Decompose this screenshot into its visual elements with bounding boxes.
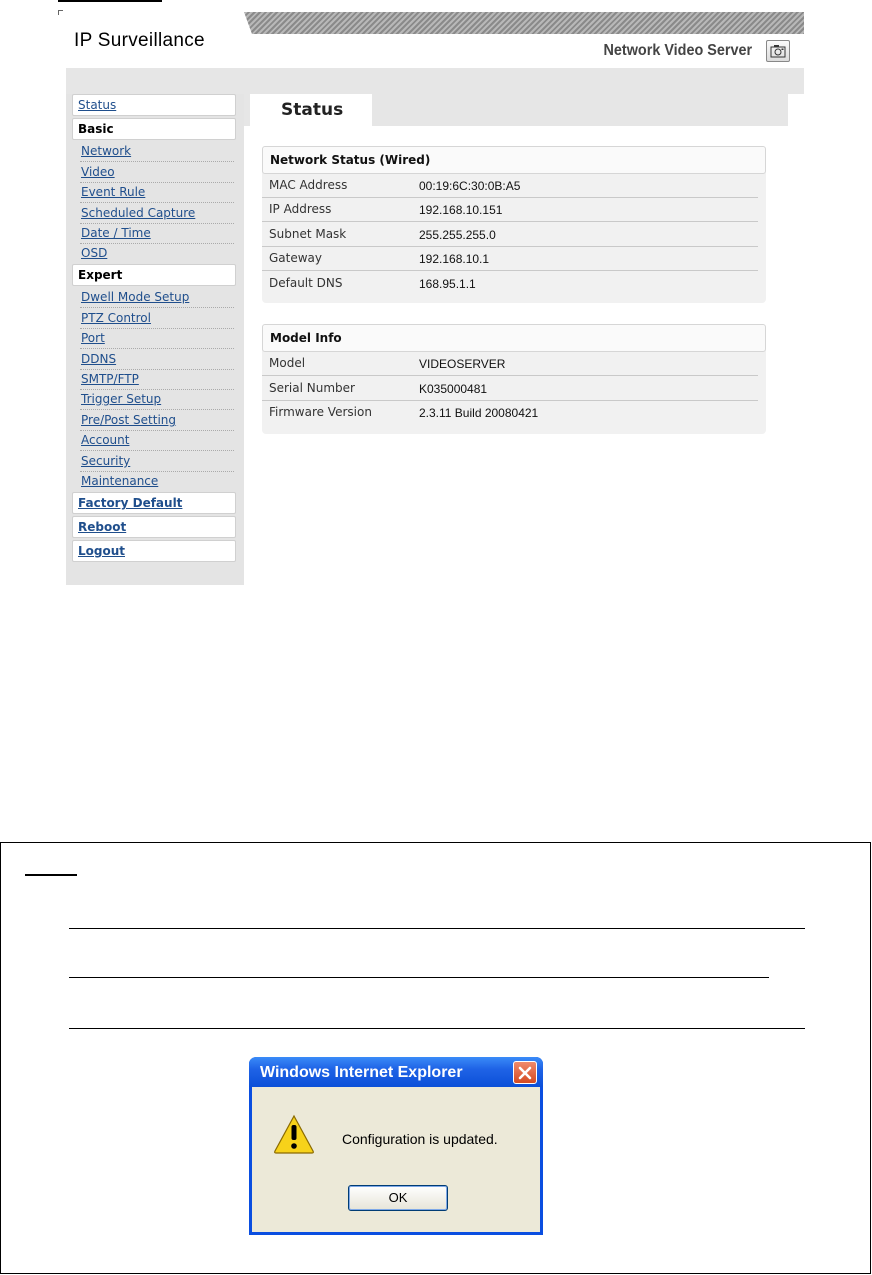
reboot-box xyxy=(72,516,236,538)
expert-heading: Expert xyxy=(78,268,123,282)
camera-icon xyxy=(770,44,786,58)
corner-mark xyxy=(58,10,63,15)
expert-heading-box xyxy=(72,264,236,286)
row-value: 00:19:6C:30:0B:A5 xyxy=(419,179,521,193)
sidebar-item-security[interactable]: Security xyxy=(81,454,131,468)
factory-default-box xyxy=(72,492,236,514)
row-label: MAC Address xyxy=(269,178,348,192)
sidebar-item-smtp-ftp[interactable]: SMTP/FTP xyxy=(81,372,139,386)
note-line xyxy=(69,1028,805,1029)
product-name: Network Video Server xyxy=(603,42,752,59)
row-label: Firmware Version xyxy=(269,405,372,419)
brand-title: IP Surveillance xyxy=(74,30,205,51)
tab-status-label: Status xyxy=(281,100,344,120)
row-value: 192.168.10.1 xyxy=(419,252,490,266)
table-row xyxy=(262,198,758,222)
table-row xyxy=(262,223,758,247)
row-label: Model xyxy=(269,356,306,370)
sidebar-item-pre-post-setting[interactable]: Pre/Post Setting xyxy=(81,413,177,427)
reboot-link[interactable]: Reboot xyxy=(78,520,127,534)
table-row xyxy=(262,352,758,376)
note-box xyxy=(0,842,871,1274)
table-row xyxy=(262,272,758,296)
sidebar-item-event-rule[interactable]: Event Rule xyxy=(81,185,146,199)
row-label: Subnet Mask xyxy=(269,227,347,241)
tab-status[interactable] xyxy=(250,94,372,126)
table-row xyxy=(262,247,758,271)
row-value: K035000481 xyxy=(419,382,488,396)
snapshot-button[interactable] xyxy=(766,40,790,62)
sidebar-item-maintenance[interactable]: Maintenance xyxy=(81,474,159,488)
model-info-panel xyxy=(262,324,766,434)
sidebar-item-video[interactable]: Video xyxy=(81,165,115,179)
table-row xyxy=(262,174,758,198)
network-status-title: Network Status (Wired) xyxy=(270,153,431,167)
sidebar-item-osd[interactable]: OSD xyxy=(81,246,108,260)
dialog-message: Configuration is updated. xyxy=(342,1131,498,1147)
sidebar-item-date-time[interactable]: Date / Time xyxy=(81,226,151,240)
note-heading-underline xyxy=(25,874,77,876)
sidebar-item-port[interactable]: Port xyxy=(81,331,105,345)
sidebar-item-dwell-mode-setup[interactable]: Dwell Mode Setup xyxy=(81,290,190,304)
ok-button[interactable]: OK xyxy=(348,1185,448,1211)
row-label: Gateway xyxy=(269,251,323,265)
logout-link[interactable]: Logout xyxy=(78,544,126,558)
row-value: 255.255.255.0 xyxy=(419,228,496,242)
logout-box xyxy=(72,540,236,562)
dialog-title: Windows Internet Explorer xyxy=(260,1064,463,1081)
row-value: 168.95.1.1 xyxy=(419,277,476,291)
row-label: Default DNS xyxy=(269,276,343,290)
dialog-close-button[interactable] xyxy=(513,1061,537,1084)
warning-icon xyxy=(272,1113,316,1155)
row-label: Serial Number xyxy=(269,381,355,395)
web-ui-screenshot xyxy=(58,10,804,585)
alert-dialog xyxy=(249,1057,543,1235)
header-band xyxy=(66,68,804,94)
row-label: IP Address xyxy=(269,202,332,216)
sidebar-item-status[interactable]: Status xyxy=(78,98,117,112)
sidebar-item-scheduled-capture[interactable]: Scheduled Capture xyxy=(81,206,196,220)
sidebar-item-ddns[interactable]: DDNS xyxy=(81,352,117,366)
sidebar-item-network[interactable]: Network xyxy=(81,144,132,158)
close-icon xyxy=(518,1066,532,1080)
row-value: 2.3.11 Build 20080421 xyxy=(419,406,539,420)
top-underline-mark xyxy=(58,0,162,2)
basic-heading: Basic xyxy=(78,122,114,136)
dialog-titlebar xyxy=(249,1057,543,1087)
sidebar-item-ptz-control[interactable]: PTZ Control xyxy=(81,311,151,325)
main-content xyxy=(244,94,804,585)
sidebar-item-account[interactable]: Account xyxy=(81,433,130,447)
model-info-title: Model Info xyxy=(270,331,342,345)
network-status-panel xyxy=(262,146,766,303)
factory-default-link[interactable]: Factory Default xyxy=(78,496,183,510)
basic-heading-box xyxy=(72,118,236,140)
table-row xyxy=(262,401,758,425)
header-stripe xyxy=(242,12,804,34)
note-line xyxy=(69,977,769,978)
sidebar xyxy=(66,94,244,585)
sidebar-item-trigger-setup[interactable]: Trigger Setup xyxy=(81,392,162,406)
note-line xyxy=(69,928,805,929)
row-value: 192.168.10.151 xyxy=(419,203,503,217)
table-row xyxy=(262,377,758,401)
dialog-body xyxy=(252,1087,540,1232)
sidebar-item-status-box xyxy=(72,94,236,116)
row-value: VIDEOSERVER xyxy=(419,357,506,371)
